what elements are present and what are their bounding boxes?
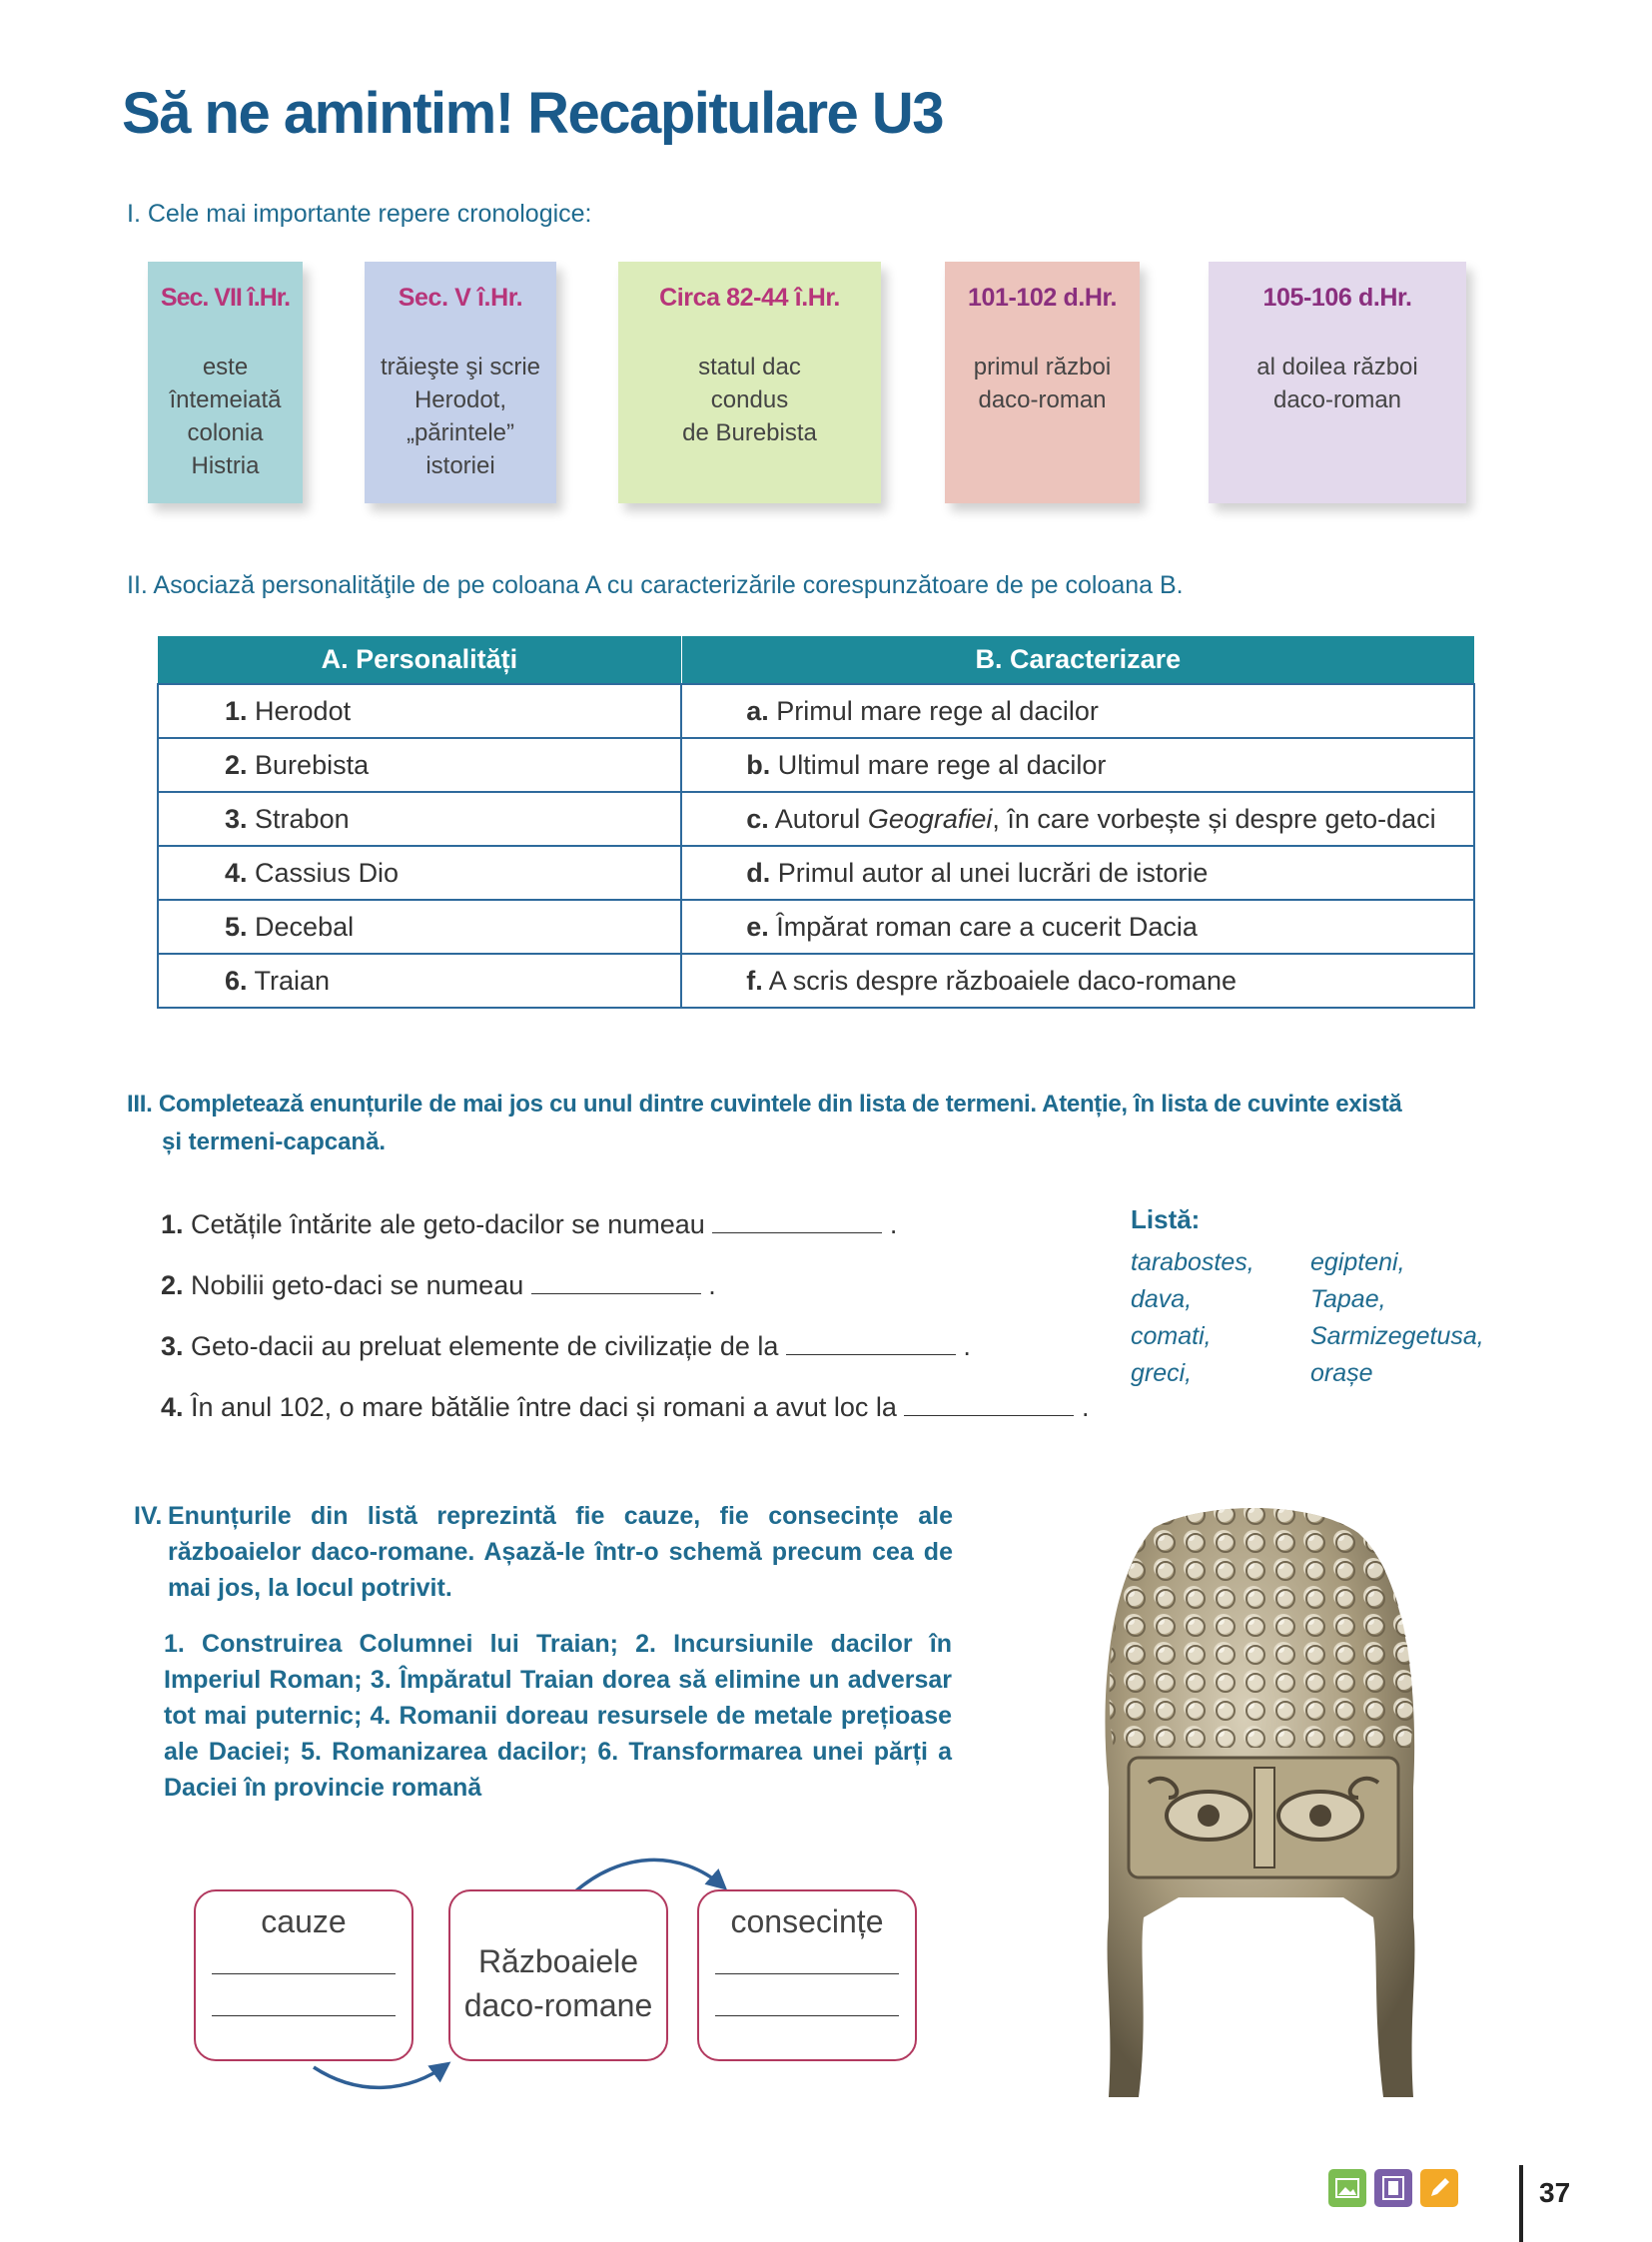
timeline-card [945,262,1140,503]
personality-name: Herodot [247,695,352,726]
consequences-box [697,1889,917,2061]
timeline-card [618,262,881,503]
question-number: 3. [161,1331,184,1361]
film-icon[interactable] [1374,2169,1412,2207]
timeline-text: trăieşte şi scrie [380,354,541,380]
timeline-text: „părintele” [406,419,515,446]
causes-blank[interactable] [212,2015,396,2016]
characterization-italic: Geografiei [867,803,993,834]
term-item: comati, [1131,1322,1212,1350]
row-letter: f. [746,965,763,996]
characterization: Primul mare rege al dacilor [768,695,1099,726]
table-row [158,684,1474,738]
question-end: . [882,1209,898,1239]
causes-blank[interactable] [212,1973,396,1974]
timeline-date: Sec. VII î.Hr. [160,284,291,312]
timeline-card [1209,262,1466,503]
timeline-text: colonia [187,419,264,446]
row-number: 1. [225,695,248,726]
arrow-from-causes [314,2064,447,2087]
term-item: orașe [1310,1359,1373,1387]
answer-blank[interactable] [712,1232,882,1233]
timeline-text: primul război [973,354,1112,380]
timeline-text: Histria [191,452,260,479]
characterization: Primul autor al unei lucrări de istorie [770,857,1209,888]
section-1-heading: I. Cele mai importante repere cronologice: [127,200,592,228]
term-item: dava, [1131,1285,1193,1313]
timeline-text: daco-roman [1272,386,1402,413]
consequences-label: consecințe [730,1903,884,1939]
timeline-text: statul dac [698,354,801,380]
characterization: A scris despre războaiele daco-romane [762,965,1237,996]
row-number: 3. [225,803,248,834]
consequences-blank[interactable] [715,1973,899,1974]
timeline-text: istoriei [425,452,495,479]
wars-label: Războaiele [477,1943,639,1979]
timeline-card [148,262,303,503]
row-number: 4. [225,857,248,888]
characterization: Ultimul mare rege al dacilor [770,749,1107,780]
question-1 [161,1209,897,1240]
question-number: 4. [161,1392,184,1422]
section-3-heading-cont: și termeni-capcană. [162,1128,387,1155]
image-icon[interactable] [1328,2169,1366,2207]
question-text: În anul 102, o mare bătălie între daci și romani a avut loc la [183,1392,905,1422]
timeline-text: condus [710,386,789,413]
personality-name: Cassius Dio [247,857,400,888]
timeline-text: al doilea război [1256,354,1418,380]
arrow-to-consequences [574,1860,724,1892]
answer-blank[interactable] [904,1415,1074,1416]
wars-box [448,1889,668,2061]
row-number: 2. [225,749,248,780]
timeline-date: Circa 82-44 î.Hr. [659,284,840,312]
section-3-heading: III. Completează enunțurile de mai jos cu unul dintre cuvintele din lista de termeni. Atenție, în lista de cuvinte există [127,1091,1402,1118]
wars-label: daco-romane [463,1987,653,2023]
row-number: 5. [225,911,248,942]
timeline-card [365,262,556,503]
characterization: Împărat roman care a cucerit Dacia [768,911,1198,942]
timeline-date: 101-102 d.Hr. [967,284,1118,312]
personality-name: Decebal [247,911,355,942]
question-text: Cetățile întărite ale geto-dacilor se numeau [183,1209,713,1239]
question-3 [161,1331,971,1362]
timeline-date: Sec. V î.Hr. [398,284,523,312]
row-letter: b. [746,749,771,780]
timeline-text: daco-roman [978,386,1107,413]
table-row [158,900,1474,954]
term-item: Tapae, [1310,1285,1386,1313]
section-4-text: Enunțurile din listă reprezintă fie cauze, fie consecințe ale războaielor daco-romane. Așază-le într-o schemă precum cea de mai jos, la locul potrivit. [168,1502,953,1602]
characterization-rest: , în care vorbește și despre geto-daci [992,803,1436,834]
timeline-text: este [202,354,249,380]
question-2 [161,1270,716,1301]
question-number: 2. [161,1270,184,1300]
dacian-helmet-image [1059,1498,1458,2117]
page-divider [1519,2165,1523,2242]
term-item: tarabostes, [1131,1248,1254,1276]
matching-table [157,636,1475,1009]
page-number: 37 [1539,2177,1571,2208]
page-title: Să ne amintim! Recapitulare U3 [122,81,944,146]
consequences-blank[interactable] [715,2015,899,2016]
question-text: Geto-dacii au preluat elemente de civilizație de la [183,1331,786,1361]
causes-label: cauze [261,1903,347,1939]
answer-blank[interactable] [786,1354,956,1355]
term-item: greci, [1131,1359,1193,1387]
question-end: . [1074,1392,1090,1422]
row-letter: e. [746,911,769,942]
characterization: Autorul [768,803,868,834]
question-end: . [955,1331,971,1361]
causes-box [194,1889,413,2061]
section-4-statements: 1. Construirea Columnei lui Traian; 2. Incursiunile dacilor în Imperiul Roman; 3. Împăratul Traian dorea să elimine un adversar tot mai puternic; 4. Romanii doreau resursele de metale prețioase ale Daciei; 5. Romanizarea dacilor; 6. Transformarea unei părți a Daciei în provincie romană [164,1630,952,1802]
column-a-header: A. Personalități [158,636,681,684]
section-4-heading [134,1498,953,1606]
timeline-text: Herodot, [413,386,507,413]
table-row [158,792,1474,846]
personality-name: Burebista [247,749,370,780]
column-b-header: B. Caracterizare [681,636,1474,684]
term-item: Sarmizegetusa, [1310,1322,1484,1350]
timeline-text: de Burebista [682,419,817,446]
question-text: Nobilii geto-daci se numeau [183,1270,531,1300]
table-row [158,738,1474,792]
section-4-number: IV. [134,1502,163,1530]
term-list-title: Listă: [1131,1204,1201,1234]
pencil-icon[interactable] [1420,2169,1458,2207]
row-letter: c. [746,803,769,834]
row-number: 6. [225,965,248,996]
timeline-date: 105-106 d.Hr. [1262,284,1412,312]
question-end: . [700,1270,716,1300]
personality-name: Traian [247,965,331,996]
table-row [158,954,1474,1008]
timeline-text: întemeiată [169,386,282,413]
answer-blank[interactable] [531,1293,701,1294]
row-letter: a. [746,695,769,726]
term-item: egipteni, [1310,1248,1405,1276]
question-4 [161,1392,1089,1423]
table-row [158,846,1474,900]
section-2-heading: II. Asociază personalităţile de pe coloana A cu caracterizările corespunzătoare de pe coloana B. [127,571,1184,599]
row-letter: d. [746,857,771,888]
question-number: 1. [161,1209,184,1239]
personality-name: Strabon [247,803,350,834]
